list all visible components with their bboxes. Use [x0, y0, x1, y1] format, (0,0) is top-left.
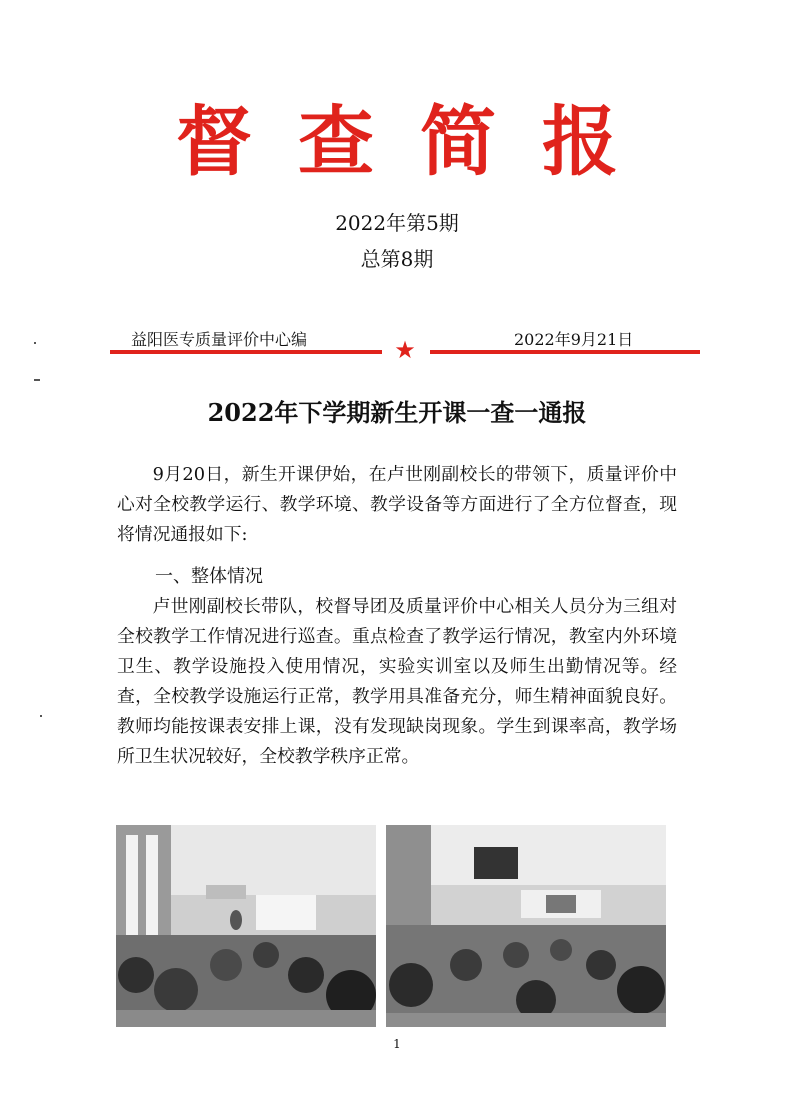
- red-rule-left: [110, 350, 382, 354]
- classroom-photo-left: [116, 825, 376, 1027]
- red-rule-right: [430, 350, 700, 354]
- page-number: 1: [393, 1037, 401, 1051]
- scan-speck: [40, 715, 42, 717]
- issue-number: 2022年第5期: [335, 211, 459, 235]
- masthead-title: 督查简报: [176, 97, 664, 186]
- scan-speck: [34, 342, 36, 344]
- scan-speck: [34, 379, 40, 381]
- issue-date: 2022年9月21日: [514, 330, 634, 349]
- section-heading: 一、整体情况: [155, 566, 263, 587]
- star-icon: ★: [394, 336, 416, 364]
- classroom-image-right: [386, 825, 666, 1027]
- intro-paragraph: 9月20日，新生开课伊始，在卢世刚副校长的带领下，质量评价中心对全校教学运行、教学环境、教学设备等方面进行了全方位督查，现将情况通报如下:: [117, 464, 677, 545]
- issue-total: 总第8期: [360, 247, 434, 271]
- editor-label: 益阳医专质量评价中心编: [131, 330, 308, 349]
- article-headline: 2022年下学期新生开课一查一通报: [207, 398, 587, 427]
- overview-paragraph: 卢世刚副校长带队，校督导团及质量评价中心相关人员分为三组对全校教学工作情况进行巡查。重点检查了教学运行情况，教室内外环境卫生、教学设施投入使用情况，实验实训室以及师生出勤情况等。经查，全校教学设施运行正常，教学用具准备充分，师生精神面貌良好。教师均能按课表安排上课，没有发现缺岗现象。学生到课率高，教学场所卫生状况较好，全校教学秩序正常。: [117, 596, 677, 767]
- classroom-image-left: [116, 825, 376, 1027]
- classroom-photo-right: [386, 825, 666, 1027]
